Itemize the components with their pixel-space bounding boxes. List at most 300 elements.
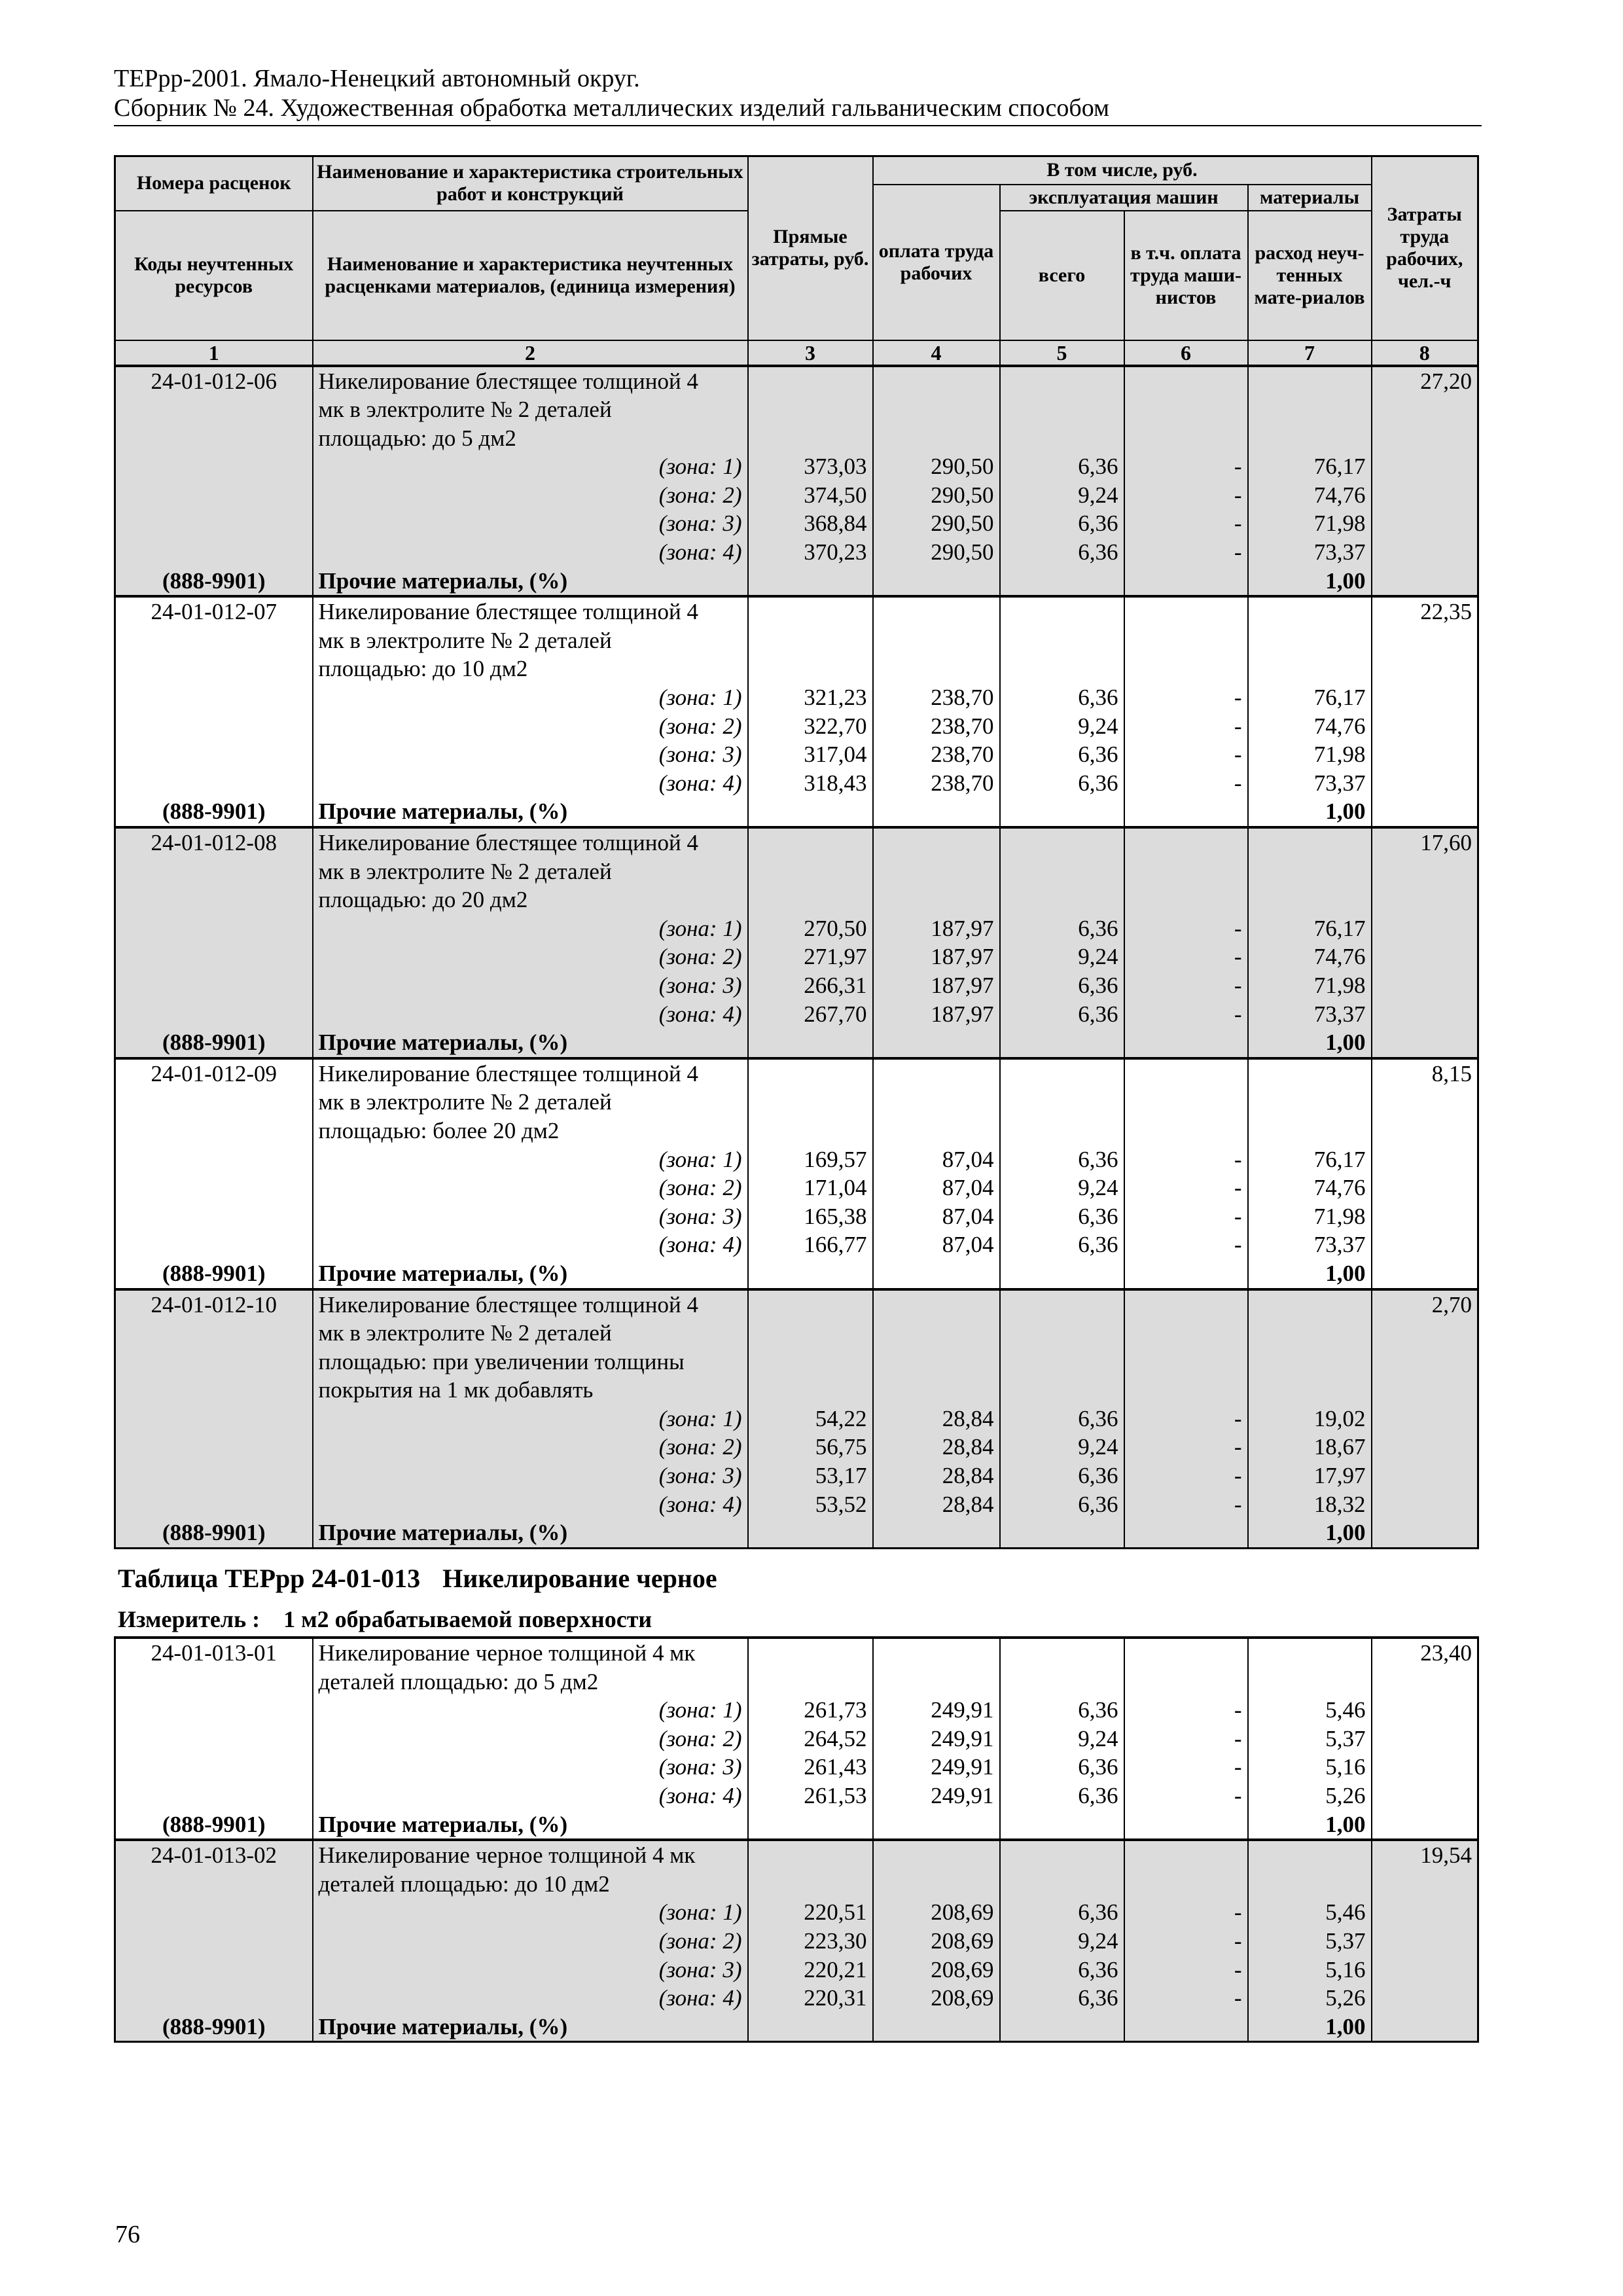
cell-col-7 (1248, 1840, 1372, 2042)
work-description: Никелирование блестящее толщиной 4 (318, 599, 698, 625)
direct-costs-value: 261,73 (804, 1697, 867, 1723)
cell-col-2 (313, 1638, 748, 1840)
blank-line (879, 395, 994, 424)
cell-col-4 (873, 1058, 1000, 1289)
direct-costs-value: 54,22 (815, 1405, 867, 1431)
work-description: площадью: до 5 дм2 (318, 425, 516, 451)
machine-total-value: 6,36 (1078, 742, 1118, 768)
worker-pay-value: 290,50 (931, 539, 994, 565)
rate-block (115, 1058, 1478, 1289)
resource-value: 1,00 (1325, 1260, 1366, 1286)
materials-value: 5,16 (1325, 1754, 1366, 1780)
blank-line (754, 567, 867, 596)
operator-pay-value: - (1234, 1928, 1242, 1954)
operator-pay-value: - (1234, 1782, 1242, 1808)
blank-line (1130, 1088, 1242, 1117)
worker-pay-value: 187,97 (931, 915, 994, 941)
blank-line (879, 1518, 994, 1547)
blank-line (879, 1841, 994, 1870)
work-description: мк в электролите № 2 деталей (318, 627, 612, 653)
rate-block (115, 366, 1478, 597)
direct-costs-value: 267,70 (804, 1001, 867, 1027)
page-number: 76 (115, 2221, 140, 2248)
blank-line (879, 2013, 994, 2041)
zone-label: (зона: 3) (658, 742, 742, 768)
cell-col-8 (1372, 827, 1478, 1058)
blank-line (121, 1230, 307, 1259)
blank-line (1130, 1841, 1242, 1870)
blank-line (754, 1348, 867, 1376)
work-description: Никелирование блестящее толщиной 4 (318, 1291, 698, 1318)
operator-pay-value: - (1234, 1697, 1242, 1723)
blank-line (121, 769, 307, 798)
blank-line (1006, 1028, 1118, 1057)
blank-line (1130, 1319, 1242, 1348)
blank-line (1130, 626, 1242, 655)
blank-line (121, 1202, 307, 1231)
worker-pay-value: 290,50 (931, 511, 994, 537)
machine-total-value: 9,24 (1078, 713, 1118, 739)
materials-value: 19,02 (1313, 1405, 1366, 1431)
labor-value: 8,15 (1431, 1060, 1472, 1086)
worker-pay-value: 238,70 (931, 685, 994, 711)
cell-col-3 (748, 366, 873, 597)
zone-label: (зона: 3) (658, 972, 742, 998)
operator-pay-value: - (1234, 1232, 1242, 1258)
document-header-title: ТЕРрр-2001. Ямало-Ненецкий автономный округ. (114, 65, 640, 92)
blank-line (121, 626, 307, 655)
machine-total-value: 9,24 (1078, 944, 1118, 970)
blank-line (1006, 424, 1118, 453)
labor-value: 2,70 (1431, 1291, 1472, 1318)
work-description: Никелирование блестящее толщиной 4 (318, 830, 698, 855)
blank-line (121, 1348, 307, 1376)
blank-line (754, 1518, 867, 1547)
rate-block (115, 1289, 1478, 1549)
direct-costs-value: 266,31 (804, 972, 867, 998)
materials-value: 5,46 (1325, 1899, 1366, 1926)
cell-col-4 (873, 1638, 1000, 1840)
blank-line (1130, 1810, 1242, 1839)
zone-label: (зона: 4) (658, 539, 742, 565)
blank-line (1254, 857, 1366, 886)
blank-line (1006, 1319, 1118, 1348)
materials-value: 74,76 (1313, 482, 1366, 508)
resource-value: 1,00 (1325, 2013, 1366, 2039)
operator-pay-value: - (1234, 685, 1242, 711)
direct-costs-value: 223,30 (804, 1928, 867, 1954)
blank-line (754, 655, 867, 683)
blank-line (121, 1405, 307, 1433)
direct-costs-value: 270,50 (804, 915, 867, 941)
machine-total-value: 6,36 (1078, 1001, 1118, 1027)
operator-pay-value: - (1234, 1203, 1242, 1229)
worker-pay-value: 249,91 (931, 1782, 994, 1808)
blank-line (121, 1433, 307, 1462)
labor-value: 27,20 (1420, 368, 1472, 394)
zone-label: (зона: 1) (658, 1405, 742, 1431)
blank-line (879, 857, 994, 886)
operator-pay-value: - (1234, 1405, 1242, 1431)
blank-line (121, 1725, 307, 1753)
blank-line (121, 509, 307, 538)
blank-line (121, 1956, 307, 1984)
operator-pay-value: - (1234, 511, 1242, 537)
zone-label: (зона: 4) (658, 1001, 742, 1027)
blank-line (121, 971, 307, 1000)
resource-code: (888-9901) (162, 1260, 266, 1286)
blank-line (879, 1088, 994, 1117)
rate-code: 24-01-012-06 (151, 368, 277, 394)
operator-pay-value: - (1234, 1001, 1242, 1027)
cell-col-7 (1248, 827, 1372, 1058)
blank-line (1254, 1291, 1366, 1319)
resource-value: 1,00 (1325, 567, 1366, 594)
zone-label: (зона: 3) (658, 1956, 742, 1982)
blank-line (879, 1668, 994, 1696)
materials-value: 71,98 (1313, 1203, 1366, 1229)
operator-pay-value: - (1234, 713, 1242, 739)
blank-line (1254, 367, 1366, 396)
table-title (118, 1563, 717, 1594)
worker-pay-value: 208,69 (931, 1985, 994, 2011)
blank-line (1254, 395, 1366, 424)
blank-line (1006, 567, 1118, 596)
work-description: мк в электролите № 2 деталей (318, 397, 612, 423)
blank-line (879, 424, 994, 453)
cell-col-6 (1124, 1289, 1248, 1549)
operator-pay-value: - (1234, 482, 1242, 508)
blank-line (1006, 367, 1118, 396)
blank-line (1254, 626, 1366, 655)
direct-costs-value: 317,04 (804, 742, 867, 768)
column-number: 6 (1124, 340, 1248, 366)
work-description: деталей площадью: до 5 дм2 (318, 1668, 599, 1695)
zone-label: (зона: 2) (658, 944, 742, 970)
cell-col-1 (115, 596, 313, 827)
col-header-total: всего (1000, 211, 1124, 340)
blank-line (121, 1117, 307, 1145)
work-description: Никелирование блестящее толщиной 4 (318, 368, 698, 394)
direct-costs-value: 220,21 (804, 1956, 867, 1982)
zone-label: (зона: 2) (658, 482, 742, 508)
machine-total-value: 6,36 (1078, 1491, 1118, 1517)
resource-name: Прочие материалы, (%) (318, 798, 568, 825)
work-description: площадью: до 20 дм2 (318, 887, 528, 913)
cell-col-7 (1248, 1058, 1372, 1289)
machine-total-value: 9,24 (1078, 482, 1118, 508)
blank-line (1130, 1348, 1242, 1376)
operator-pay-value: - (1234, 454, 1242, 480)
resource-value: 1,00 (1325, 1030, 1366, 1056)
labor-value: 17,60 (1420, 830, 1472, 855)
rate-block (115, 1840, 1478, 2042)
operator-pay-value: - (1234, 1985, 1242, 2011)
direct-costs-value: 220,51 (804, 1899, 867, 1926)
blank-line (879, 1291, 994, 1319)
blank-line (121, 914, 307, 943)
zone-label: (зона: 4) (658, 1232, 742, 1258)
blank-line (1130, 1259, 1242, 1288)
blank-line (879, 886, 994, 914)
operator-pay-value: - (1234, 915, 1242, 941)
resource-code: (888-9901) (162, 567, 266, 594)
machine-total-value: 6,36 (1078, 1899, 1118, 1926)
resource-name: Прочие материалы, (%) (318, 1520, 568, 1546)
blank-line (754, 857, 867, 886)
rate-block (115, 1638, 1478, 1840)
machine-total-value: 6,36 (1078, 1203, 1118, 1229)
blank-line (879, 829, 994, 857)
labor-value: 19,54 (1420, 1842, 1472, 1869)
resource-value: 1,00 (1325, 1811, 1366, 1837)
direct-costs-value: 318,43 (804, 770, 867, 796)
blank-line (1130, 598, 1242, 626)
materials-value: 73,37 (1313, 539, 1366, 565)
blank-line (121, 1490, 307, 1519)
machine-total-value: 6,36 (1078, 1697, 1118, 1723)
resource-code: (888-9901) (162, 1520, 266, 1546)
blank-line (1006, 655, 1118, 683)
blank-line (754, 1668, 867, 1696)
work-description: площадью: до 10 дм2 (318, 656, 528, 682)
blank-line (121, 424, 307, 453)
blank-line (879, 567, 994, 596)
blank-line (1130, 1117, 1242, 1145)
blank-line (121, 1000, 307, 1029)
machine-total-value: 6,36 (1078, 915, 1118, 941)
machine-total-value: 6,36 (1078, 539, 1118, 565)
cell-col-2 (313, 827, 748, 1058)
blank-line (121, 1319, 307, 1348)
cell-col-2 (313, 1289, 748, 1549)
machine-total-value: 6,36 (1078, 1956, 1118, 1982)
blank-line (754, 829, 867, 857)
blank-line (754, 1810, 867, 1839)
machine-total-value: 6,36 (1078, 1146, 1118, 1172)
operator-pay-value: - (1234, 770, 1242, 796)
worker-pay-value: 249,91 (931, 1754, 994, 1780)
blank-line (1006, 797, 1118, 826)
direct-costs-value: 373,03 (804, 454, 867, 480)
blank-line (121, 1174, 307, 1202)
rate-code: 24-01-013-01 (151, 1640, 277, 1666)
blank-line (879, 598, 994, 626)
blank-line (1130, 655, 1242, 683)
zone-label: (зона: 1) (658, 1146, 742, 1172)
zone-label: (зона: 4) (658, 1491, 742, 1517)
blank-line (121, 1927, 307, 1956)
work-description: Никелирование черное толщиной 4 мк (318, 1842, 696, 1869)
blank-line (1254, 1870, 1366, 1899)
table-title-name: Никелирование черное (442, 1564, 717, 1593)
blank-line (754, 1060, 867, 1088)
blank-line (1254, 1088, 1366, 1117)
cell-col-8 (1372, 1840, 1478, 2042)
work-description: деталей площадью: до 10 дм2 (318, 1871, 610, 1897)
cell-col-5 (1000, 1840, 1124, 2042)
blank-line (1006, 1639, 1118, 1668)
zone-label: (зона: 1) (658, 685, 742, 711)
resource-name: Прочие материалы, (%) (318, 1811, 568, 1837)
blank-line (1130, 567, 1242, 596)
blank-line (1006, 1117, 1118, 1145)
cell-col-5 (1000, 1638, 1124, 1840)
blank-line (754, 797, 867, 826)
materials-value: 5,26 (1325, 1782, 1366, 1808)
cell-col-8 (1372, 596, 1478, 827)
blank-line (754, 2013, 867, 2041)
cell-col-8 (1372, 1289, 1478, 1549)
machine-total-value: 9,24 (1078, 1434, 1118, 1460)
direct-costs-value: 169,57 (804, 1146, 867, 1172)
column-number: 8 (1372, 340, 1478, 366)
blank-line (754, 367, 867, 396)
blank-line (1254, 1376, 1366, 1405)
materials-value: 5,16 (1325, 1956, 1366, 1982)
worker-pay-value: 187,97 (931, 944, 994, 970)
col-header-rate-numbers: Номера расценок (115, 156, 313, 211)
blank-line (1006, 1870, 1118, 1899)
cell-col-3 (748, 1840, 873, 2042)
blank-line (754, 395, 867, 424)
rate-code: 24-01-012-08 (151, 830, 277, 855)
blank-line (754, 424, 867, 453)
blank-line (121, 1782, 307, 1810)
blank-line (1130, 1668, 1242, 1696)
cell-col-8 (1372, 1638, 1478, 1840)
cell-col-5 (1000, 1289, 1124, 1549)
zone-label: (зона: 1) (658, 1697, 742, 1723)
cell-col-1 (115, 1058, 313, 1289)
blank-line (1006, 829, 1118, 857)
blank-line (879, 1376, 994, 1405)
blank-line (879, 367, 994, 396)
blank-line (1254, 1319, 1366, 1348)
zone-label: (зона: 2) (658, 1928, 742, 1954)
materials-value: 74,76 (1313, 713, 1366, 739)
work-description: мк в электролите № 2 деталей (318, 1320, 612, 1346)
blank-line (1254, 655, 1366, 683)
blank-line (1006, 1088, 1118, 1117)
blank-line (1006, 1291, 1118, 1319)
cell-col-4 (873, 596, 1000, 827)
column-number: 5 (1000, 340, 1124, 366)
zone-label: (зона: 1) (658, 915, 742, 941)
operator-pay-value: - (1234, 1434, 1242, 1460)
materials-value: 18,67 (1313, 1434, 1366, 1460)
direct-costs-value: 374,50 (804, 482, 867, 508)
blank-line (121, 395, 307, 424)
rate-code: 24-01-012-10 (151, 1291, 277, 1318)
resource-name: Прочие материалы, (%) (318, 1260, 568, 1286)
cell-col-3 (748, 827, 873, 1058)
materials-value: 73,37 (1313, 1001, 1366, 1027)
cell-col-7 (1248, 596, 1372, 827)
blank-line (1254, 829, 1366, 857)
materials-value: 76,17 (1313, 685, 1366, 711)
blank-line (1130, 1291, 1242, 1319)
blank-line (879, 1259, 994, 1288)
blank-line (121, 655, 307, 683)
materials-value: 5,37 (1325, 1928, 1366, 1954)
rate-block (115, 827, 1478, 1058)
blank-line (754, 886, 867, 914)
cell-col-6 (1124, 1840, 1248, 2042)
worker-pay-value: 87,04 (942, 1232, 994, 1258)
blank-line (1006, 395, 1118, 424)
blank-line (121, 683, 307, 712)
direct-costs-value: 370,23 (804, 539, 867, 565)
operator-pay-value: - (1234, 539, 1242, 565)
materials-value: 76,17 (1313, 915, 1366, 941)
blank-line (121, 1145, 307, 1174)
zone-label: (зона: 1) (658, 454, 742, 480)
machine-total-value: 6,36 (1078, 972, 1118, 998)
zone-label: (зона: 2) (658, 713, 742, 739)
blank-line (121, 1462, 307, 1490)
blank-line (1130, 886, 1242, 914)
blank-line (754, 1088, 867, 1117)
resource-code: (888-9901) (162, 1030, 266, 1056)
zone-label: (зона: 2) (658, 1434, 742, 1460)
col-header-resource-codes: Коды неучтенных ресурсов (115, 211, 313, 340)
blank-line (1006, 1841, 1118, 1870)
work-description: Никелирование черное толщиной 4 мк (318, 1640, 696, 1666)
worker-pay-value: 249,91 (931, 1725, 994, 1751)
direct-costs-value: 165,38 (804, 1203, 867, 1229)
direct-costs-value: 53,52 (815, 1491, 867, 1517)
worker-pay-value: 28,84 (942, 1405, 994, 1431)
blank-line (1130, 1376, 1242, 1405)
machine-total-value: 6,36 (1078, 454, 1118, 480)
cell-col-3 (748, 596, 873, 827)
labor-value: 22,35 (1420, 599, 1472, 625)
blank-line (1130, 1028, 1242, 1057)
machine-total-value: 6,36 (1078, 511, 1118, 537)
resource-name: Прочие материалы, (%) (318, 567, 568, 594)
cell-col-1 (115, 827, 313, 1058)
worker-pay-value: 290,50 (931, 454, 994, 480)
machine-total-value: 6,36 (1078, 1232, 1118, 1258)
cell-col-6 (1124, 596, 1248, 827)
machine-total-value: 6,36 (1078, 685, 1118, 711)
materials-value: 5,46 (1325, 1697, 1366, 1723)
blank-line (879, 1117, 994, 1145)
blank-line (121, 1870, 307, 1899)
blank-line (879, 1319, 994, 1348)
zone-label: (зона: 3) (658, 1203, 742, 1229)
blank-line (1006, 1810, 1118, 1839)
blank-line (121, 1898, 307, 1927)
table-title-label: Таблица ТЕРрр 24-01-013 (118, 1564, 421, 1593)
machine-total-value: 6,36 (1078, 770, 1118, 796)
blank-line (879, 1639, 994, 1668)
machine-total-value: 9,24 (1078, 1725, 1118, 1751)
resource-code: (888-9901) (162, 798, 266, 825)
blank-line (879, 1060, 994, 1088)
blank-line (754, 1028, 867, 1057)
cell-col-1 (115, 366, 313, 597)
blank-line (121, 1984, 307, 2013)
machine-total-value: 6,36 (1078, 1782, 1118, 1808)
blank-line (1130, 1060, 1242, 1088)
blank-line (754, 1291, 867, 1319)
machine-total-value: 9,24 (1078, 1928, 1118, 1954)
blank-line (1006, 1348, 1118, 1376)
blank-line (1006, 626, 1118, 655)
direct-costs-value: 264,52 (804, 1725, 867, 1751)
